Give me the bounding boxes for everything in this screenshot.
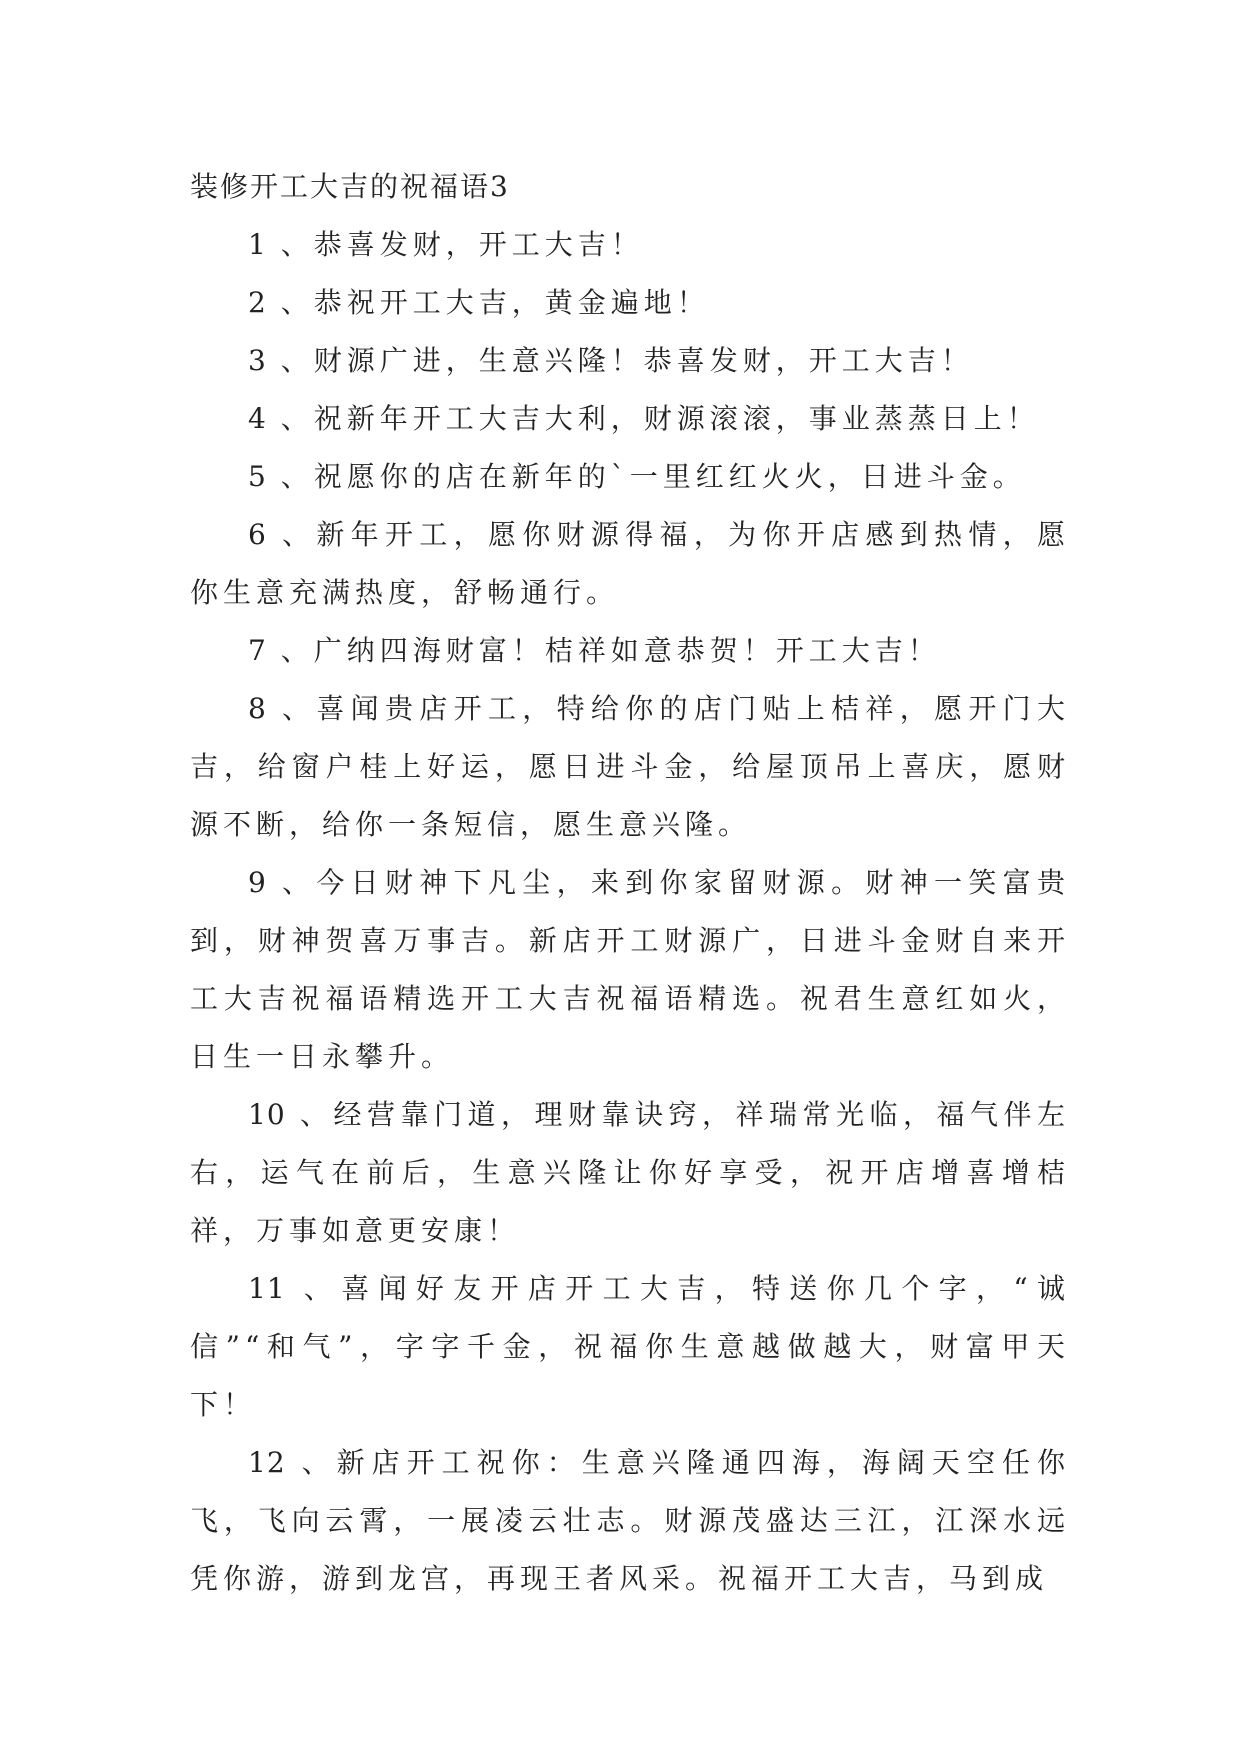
item-number: 8 bbox=[248, 692, 267, 725]
item-text: 、财源广进，生意兴隆！恭喜发财，开工大吉！ bbox=[280, 344, 974, 377]
item-number: 3 bbox=[248, 344, 267, 377]
item-text: 、喜闻贵店开工，特给你的店门贴上桔祥，愿开门大吉，给窗户桂上好运，愿日进斗金，给屋顶吊上喜庆，愿财源不断，给你一条短信，愿生意兴隆。 bbox=[190, 692, 1070, 841]
item-number: 12 bbox=[248, 1446, 286, 1479]
blessing-item-1 bbox=[190, 216, 1070, 274]
item-text: 、恭喜发财，开工大吉！ bbox=[280, 228, 644, 261]
item-text: 、广纳四海财富！桔祥如意恭贺！开工大吉！ bbox=[280, 634, 941, 667]
item-number: 9 bbox=[248, 866, 267, 899]
item-number: 4 bbox=[248, 402, 267, 435]
blessing-item-4 bbox=[190, 390, 1070, 448]
blessing-item-8 bbox=[190, 680, 1070, 854]
item-number: 6 bbox=[248, 518, 267, 551]
blessing-item-11 bbox=[190, 1260, 1070, 1434]
item-text: 、祝新年开工大吉大利，财源滚滚，事业蒸蒸日上！ bbox=[280, 402, 1040, 435]
blessing-item-3 bbox=[190, 332, 1070, 390]
blessing-item-9 bbox=[190, 854, 1070, 1086]
blessing-item-10 bbox=[190, 1086, 1070, 1260]
item-text: 、新年开工，愿你财源得福，为你开店感到热情，愿你生意充满热度，舒畅通行。 bbox=[190, 518, 1070, 609]
item-text: 、恭祝开工大吉，黄金遍地！ bbox=[280, 286, 710, 319]
document-title: 装修开工大吉的祝福语3 bbox=[190, 170, 510, 203]
blessing-item-2 bbox=[190, 274, 1070, 332]
item-number: 1 bbox=[248, 228, 267, 261]
item-number: 7 bbox=[248, 634, 267, 667]
blessing-item-7 bbox=[190, 622, 1070, 680]
item-number: 5 bbox=[248, 460, 267, 493]
item-number: 11 bbox=[248, 1272, 286, 1305]
item-text: 、新店开工祝你：生意兴隆通四海，海阔天空任你飞，飞向云霄，一展凌云壮志。财源茂盛达三江，江深水远凭你游，游到龙宫，再现王者风采。祝福开工大吉，马到成 bbox=[190, 1446, 1070, 1595]
item-text: 、今日财神下凡尘，来到你家留财源。财神一笑富贵到，财神贺喜万事吉。新店开工财源广，日进斗金财自来开工大吉祝福语精选开工大吉祝福语精选。祝君生意红如火，日生一日永攀升。 bbox=[190, 866, 1070, 1073]
item-number: 2 bbox=[248, 286, 267, 319]
item-text: 、祝愿你的店在新年的`一里红红火火，日进斗金。 bbox=[280, 460, 1026, 493]
item-text: 、喜闻好友开店开工大吉，特送你几个字，“诚信”“和气”，字字千金，祝福你生意越做越大，财富甲天下！ bbox=[190, 1272, 1070, 1421]
blessing-item-6 bbox=[190, 506, 1070, 622]
item-number: 10 bbox=[248, 1098, 286, 1131]
blessing-item-5 bbox=[190, 448, 1070, 506]
item-text: 、经营靠门道，理财靠诀窍，祥瑞常光临，福气伴左右，运气在前后，生意兴隆让你好享受，祝开店增喜增桔祥，万事如意更安康！ bbox=[190, 1098, 1070, 1247]
blessing-item-12 bbox=[190, 1434, 1070, 1608]
document-body bbox=[190, 158, 1070, 1608]
